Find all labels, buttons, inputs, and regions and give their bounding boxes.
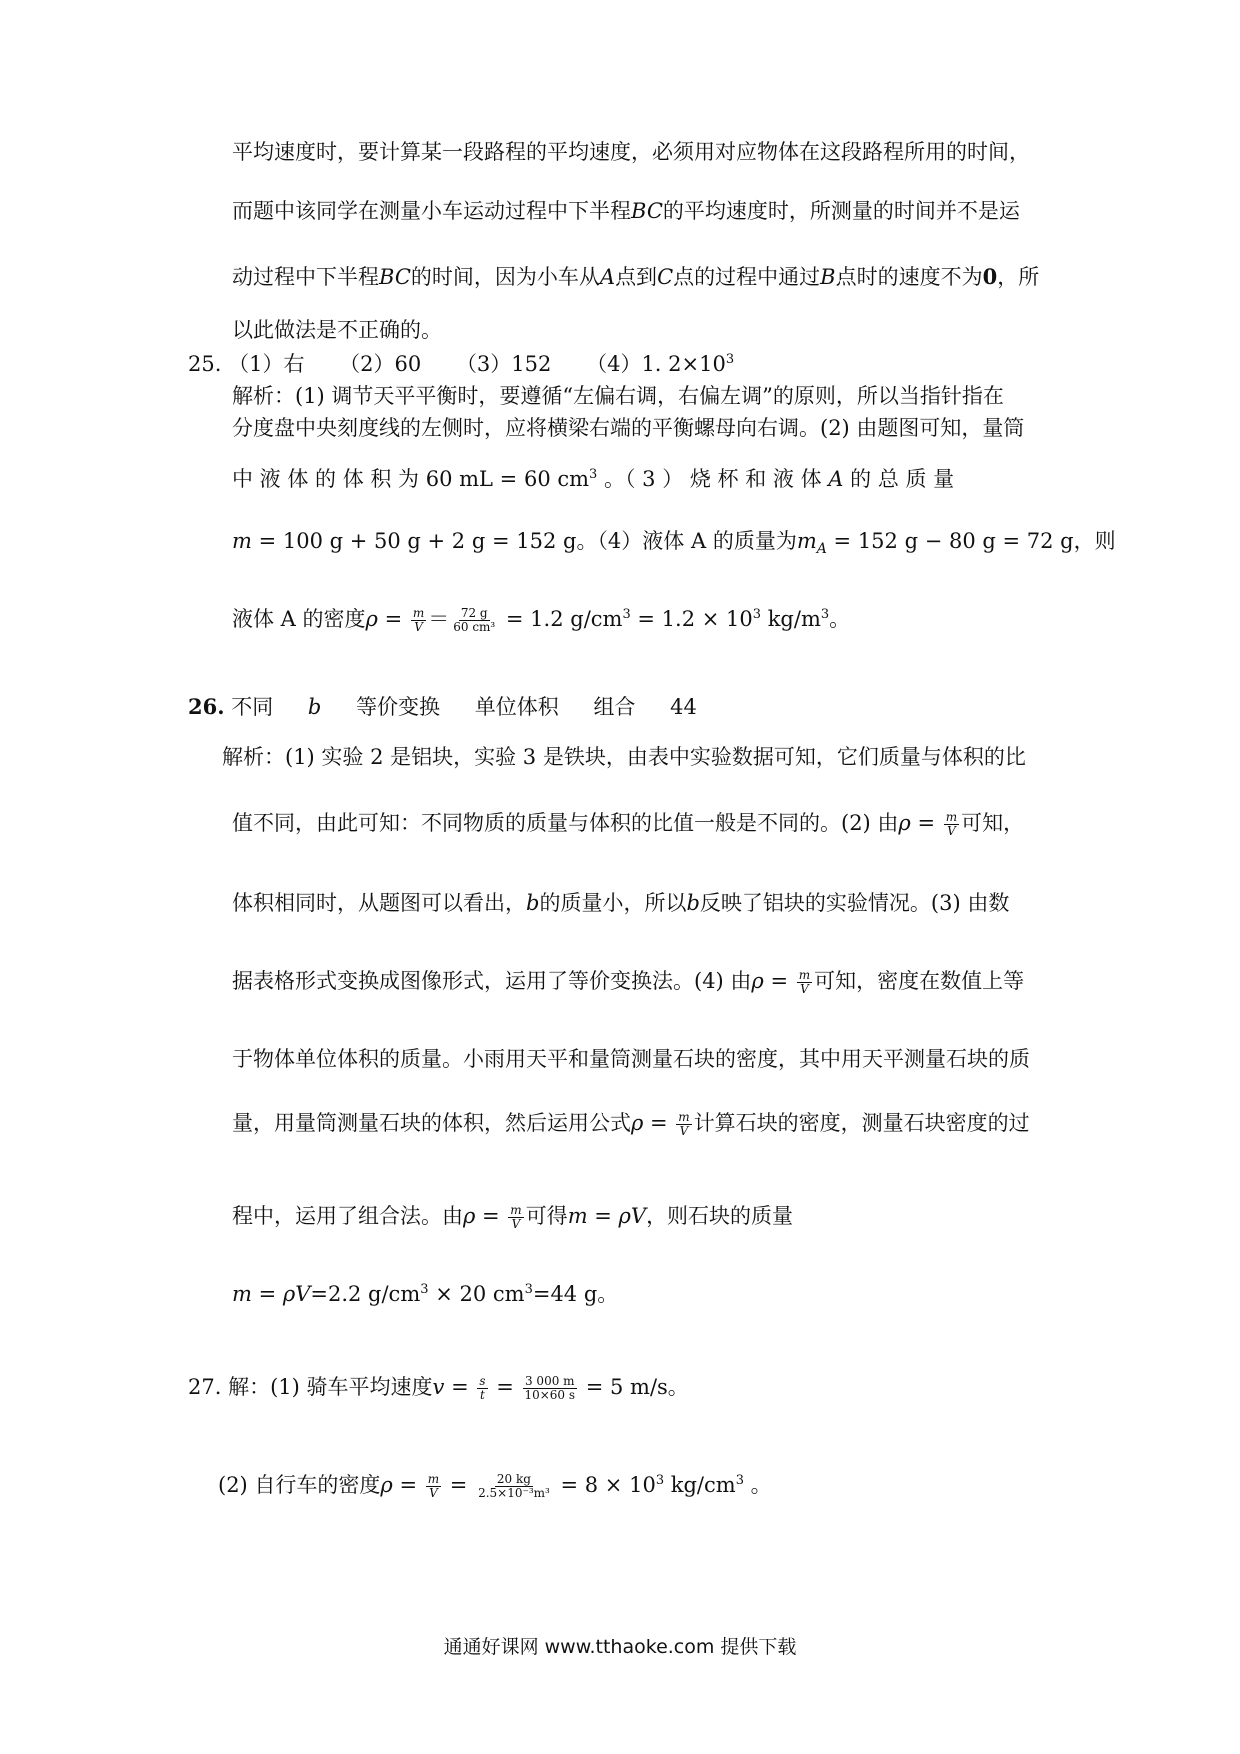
math: 60 mL = 60 cm [425, 467, 590, 491]
math: m = ρV [232, 1282, 311, 1306]
text: 程中，运用了组合法。由 [232, 1204, 463, 1228]
text: 计算石块的密度，测量石块密度的过 [693, 1111, 1030, 1135]
superscript: 3 [622, 607, 631, 622]
text: 。（4）液体 A 的质量为 [576, 529, 797, 553]
text: 动过程中下半程 [232, 265, 379, 289]
text: ，则 [1073, 529, 1116, 553]
text: 点到 [615, 265, 658, 289]
paragraph-line [232, 966, 1024, 996]
text: 可得 [525, 1204, 568, 1228]
denominator: V [947, 824, 956, 838]
paragraph-line [232, 808, 1024, 838]
text: 点的过程中通过 [673, 265, 821, 289]
text: 以此做法是不正确的。 [232, 318, 442, 342]
numerator: m [798, 968, 811, 982]
fraction [676, 1111, 691, 1138]
math: A [828, 467, 844, 491]
text: 点时的速度不为 [835, 265, 983, 289]
superscript: 3 [524, 1282, 533, 1297]
math: BC [379, 265, 411, 289]
answer-25-line [188, 349, 734, 379]
denominator: V [429, 1486, 438, 1500]
fraction [451, 607, 497, 634]
math: = 5 m/s [579, 1375, 668, 1399]
denominator: t [480, 1388, 485, 1402]
denominator: V [511, 1217, 521, 1231]
fraction [944, 811, 959, 838]
math: = [489, 1375, 521, 1399]
superscript: 3 [420, 1282, 429, 1297]
math: m = ρV [567, 1204, 647, 1228]
math: b [526, 891, 540, 915]
text: 而题中该同学在测量小车运动过程中下半程 [232, 199, 631, 223]
text: 解：(1) 骑车平均速度 [228, 1375, 433, 1399]
fraction [477, 1375, 487, 1402]
text: 反映了铝块的实验情况。(3) 由数 [699, 891, 1010, 915]
denominator: V [800, 982, 809, 996]
superscript: 3 [655, 1473, 665, 1488]
denominator: 60 cm³ [453, 620, 496, 634]
math: m [796, 529, 817, 553]
paragraph-line [232, 262, 1039, 292]
math: × 20 cm [428, 1282, 525, 1306]
math: b [686, 891, 700, 915]
text: 的质量小，所以 [539, 891, 687, 915]
answer-item: （4）1. 2×10 [586, 352, 726, 376]
text: 平均速度时，要计算某一段路程的平均速度，必须用对应物体在这段路程所用的时间， [232, 140, 1030, 164]
math: BC [631, 199, 663, 223]
paragraph-line [232, 1279, 618, 1309]
text: 分度盘中央刻度线的左侧时，应将横梁右端的平衡螺母向右调。(2) 由题图可知，量筒 [232, 416, 1025, 440]
math: = [443, 1473, 475, 1497]
superscript: 3 [725, 352, 735, 367]
math: v [432, 1375, 445, 1399]
fraction [508, 1204, 523, 1231]
text: 解析：(1) 实验 2 是铝块，实验 3 是铁块，由表中实验数据可知，它们质量与体积的比 [222, 745, 1026, 769]
superscript: 3 [589, 467, 598, 482]
math: = 152 g − 80 g = 72 g [826, 529, 1074, 553]
numerator: 3 000 m [524, 1374, 575, 1388]
answer-item: （2）60 [339, 352, 422, 376]
paragraph-line [232, 413, 1024, 443]
math: = [377, 607, 409, 631]
answer-item: 不同 [231, 695, 274, 719]
subscript: A [816, 541, 827, 558]
math: = 1.2 g/cm [499, 607, 623, 631]
answer-26-line [188, 692, 697, 722]
math: =2.2 g/cm [310, 1282, 421, 1306]
paragraph-line [232, 526, 1116, 556]
math: C [657, 265, 674, 289]
math: ρ [380, 1473, 393, 1497]
answer-item: （1）右 [228, 352, 305, 376]
paragraph-line [232, 888, 1009, 918]
math: ＝ [428, 607, 450, 631]
numerator: m [945, 810, 958, 824]
text: 液体 A 的密度 [232, 607, 366, 631]
paragraph-line [232, 381, 1004, 411]
superscript: 3 [735, 1473, 744, 1488]
fraction [411, 607, 426, 634]
text: 可知，密度在数值上等 [814, 969, 1025, 993]
question-number: 27. [188, 1375, 222, 1399]
text: 可知， [961, 811, 1025, 835]
text: ，所 [997, 265, 1040, 289]
paragraph-line [232, 137, 1030, 167]
numerator: 72 g [460, 606, 488, 620]
text: 据表格形式变换成图像形式，运用了等价变换法。(4) 由 [232, 969, 752, 993]
paragraph-line [232, 1108, 1030, 1138]
fraction [797, 969, 812, 996]
numerator: m [678, 1110, 690, 1124]
paragraph-line [232, 315, 442, 345]
text: ，则石块的质量 [646, 1204, 794, 1228]
text: 体积相同时，从题图可以看出， [232, 891, 526, 915]
math: kg/m [761, 607, 821, 631]
math: = [392, 1473, 424, 1497]
numerator: 20 kg [496, 1472, 531, 1486]
page-footer: 通通好课网 www.tthaoke.com 提供下载 [443, 1636, 797, 1658]
paragraph-line [222, 742, 1026, 772]
numerator: m [510, 1203, 522, 1217]
math: ρ = [463, 1204, 507, 1228]
text: 。 [667, 1375, 689, 1399]
text: 。 [743, 1473, 772, 1497]
text: 解析：(1) 调节天平平衡时，要遵循“左偏右调，右偏左调”的原则，所以当指针指在 [232, 384, 1004, 408]
numerator: s [479, 1374, 486, 1388]
fraction [426, 1473, 441, 1500]
math: B [820, 265, 836, 289]
math: 0 [982, 264, 998, 289]
paragraph-line [232, 604, 850, 634]
answer-item: 组合 [593, 695, 636, 719]
denominator: V [679, 1124, 689, 1138]
math: m [232, 529, 252, 553]
math: A [599, 265, 616, 289]
fraction [522, 1375, 577, 1402]
denominator: V [414, 620, 423, 634]
math: = 8 × 10 [553, 1473, 656, 1497]
fraction [476, 1473, 552, 1500]
math: = [444, 1375, 476, 1399]
text: =44 g。 [532, 1282, 619, 1306]
paragraph-line [218, 1470, 772, 1500]
text: 值不同，由此可知：不同物质的质量与体积的比值一般是不同的。(2) 由 [232, 811, 899, 835]
paragraph-line [232, 1044, 1030, 1074]
math: = 100 g + 50 g + 2 g = 152 g [251, 529, 577, 553]
question-number: 25. [188, 352, 222, 376]
paragraph-line [232, 1201, 793, 1231]
paragraph-line [232, 196, 1020, 226]
answer-item: 等价变换 [356, 695, 441, 719]
superscript: 3 [820, 607, 830, 622]
text: 的平均速度时，所测量的时间并不是运 [662, 199, 1020, 223]
text: 。 [829, 607, 851, 631]
math: ρ = [631, 1111, 675, 1135]
math: ρ = [751, 969, 795, 993]
superscript: 3 [752, 607, 762, 622]
text: 量，用量筒测量石块的体积，然后运用公式 [232, 1111, 631, 1135]
text: 。（ 3 ） 烧 杯 和 液 体 [604, 467, 822, 491]
text: 的时间，因为小车从 [410, 265, 600, 289]
question-number: 26. [188, 694, 225, 719]
math: ρ = [898, 811, 942, 835]
text: 的 总 质 量 [850, 467, 955, 491]
answer-item: 单位体积 [474, 695, 559, 719]
answer-item: b [307, 695, 322, 719]
answer-item: （3）152 [455, 352, 552, 376]
answer-item: 44 [670, 695, 697, 719]
math: = 1.2 × 10 [630, 607, 753, 631]
text: 于物体单位体积的质量。小雨用天平和量筒测量石块的密度，其中用天平测量石块的质 [232, 1047, 1030, 1071]
denominator: 10×60 s [524, 1388, 576, 1402]
denominator: 2.5×10⁻³m³ [478, 1486, 550, 1500]
text: 中 液 体 的 体 积 为 [232, 467, 420, 491]
answer-27-line [188, 1372, 689, 1402]
paragraph-line [232, 464, 954, 494]
math: ρ [365, 607, 378, 631]
numerator: m [412, 606, 425, 620]
numerator: m [427, 1472, 440, 1486]
math: kg/cm [664, 1473, 736, 1497]
text: (2) 自行车的密度 [218, 1473, 381, 1497]
